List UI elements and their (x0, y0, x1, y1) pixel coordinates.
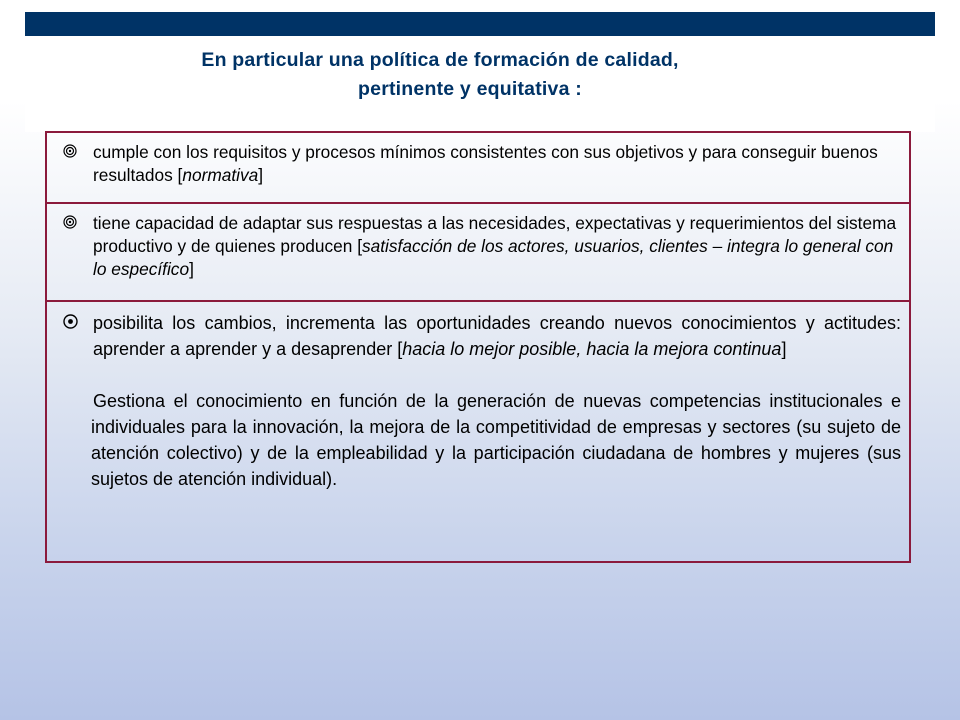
list-item (47, 202, 909, 300)
item-text: cumple con los requisitos y procesos mínimos consistentes con sus objetivos y para conseguir buenos resultados [normativa] (93, 142, 878, 185)
item-text: tiene capacidad de adaptar sus respuestas a las necesidades, expectativas y requerimientos del sistema productivo y de quienes producen [satisfacción de los actores, usuarios, clientes – integra lo general con lo específico] (93, 213, 897, 279)
dot-circle-bullet-icon (59, 312, 81, 334)
header-bar (25, 12, 935, 36)
title-line-2: pertinente y equitativa : (358, 78, 582, 100)
concentric-circle-bullet-icon (59, 213, 81, 235)
item-text: posibilita los cambios, incrementa las oportunidades creando nuevos conocimientos y actitudes: aprender a aprender y a desaprender [hacia lo mejor posible, hacia la mejora continua] (93, 313, 901, 359)
body-paragraph: Gestiona el conocimiento en función de la generación de nuevas competencias institucionales e individuales para la innovación, la mejora de la competitividad de empresas y sectores (su sujeto de atención colectivo) y de la empleabilidad y la participación ciudadana de hombres y mujeres (sus sujetos de atención individual). (91, 391, 901, 489)
slide-title (60, 46, 820, 104)
list-item (47, 133, 909, 202)
title-line-1: En particular una política de formación de calidad, (201, 49, 679, 71)
list-item (47, 300, 909, 561)
concentric-circle-bullet-icon (59, 142, 81, 164)
content-table (45, 131, 911, 563)
